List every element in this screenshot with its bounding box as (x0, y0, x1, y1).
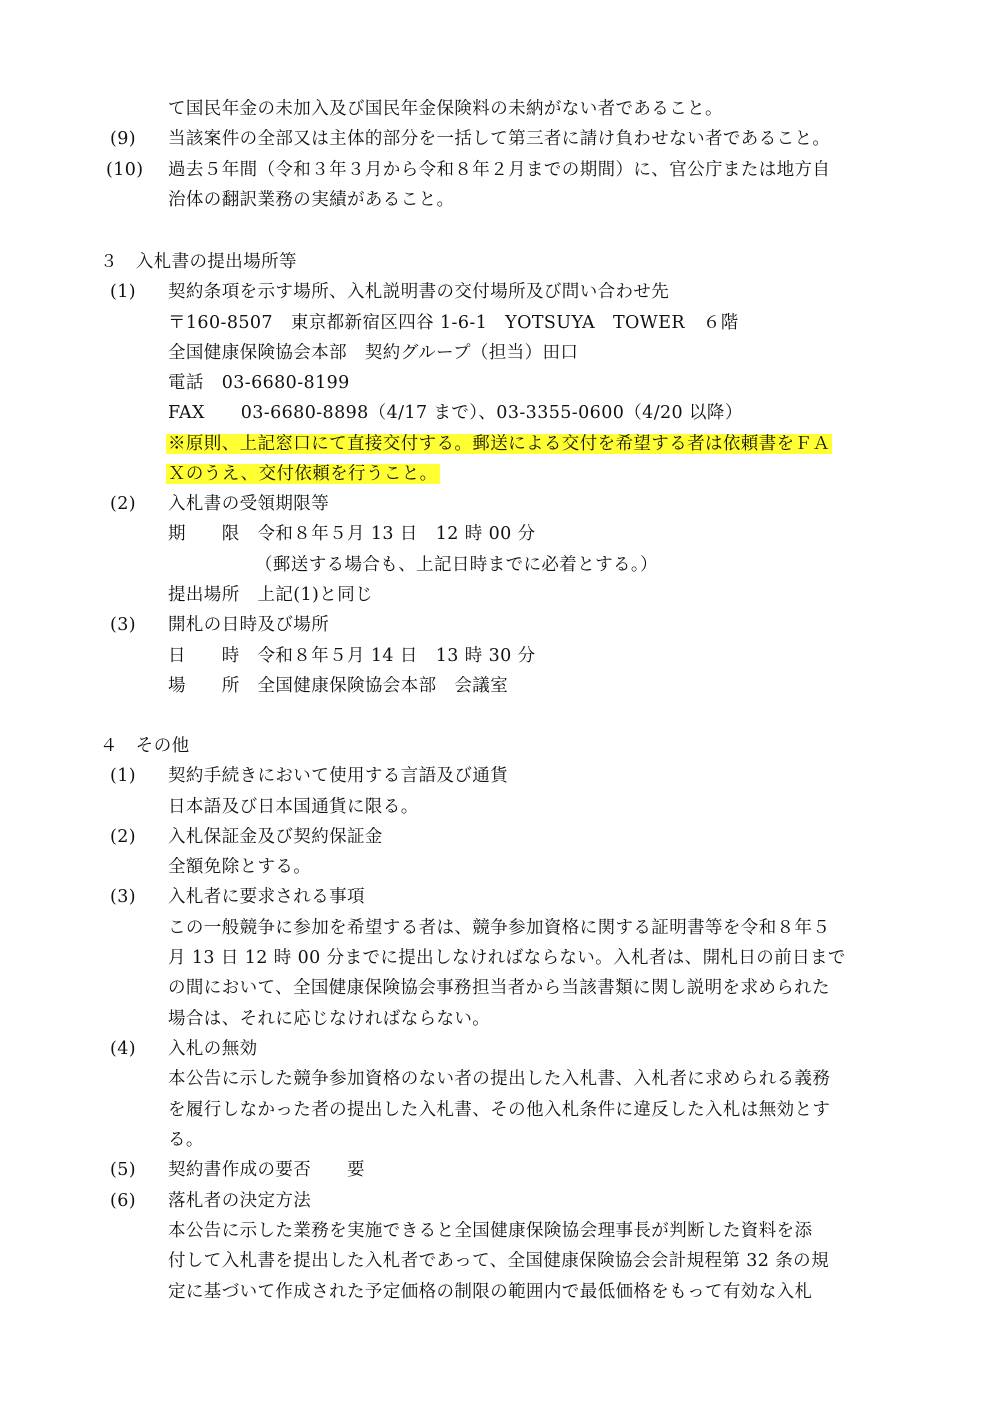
item-text: 本公告に示した競争参加資格のない者の提出した入札書、入札者に求められる義務 (168, 1069, 831, 1089)
item-text: 全額免除とする。 (168, 857, 312, 877)
item-text: の間において、全国健康保険協会事務担当者から当該書類に関し説明を求められた (168, 978, 830, 998)
item-number: (6) (110, 1191, 136, 1211)
item-number: (9) (110, 129, 136, 149)
item-number: (3) (110, 887, 136, 907)
highlighted-note (168, 459, 440, 489)
item-title: 入札者に要求される事項 (168, 887, 365, 907)
section-heading: ４ その他 (100, 736, 190, 756)
address: 〒160-8507 東京都新宿区四谷 1-6-1 YOTSUYA TOWER ６階 (168, 313, 739, 333)
item-number: (2) (110, 494, 136, 514)
item-title: 契約条項を示す場所、入札説明書の交付場所及び問い合わせ先 (168, 282, 670, 302)
deadline: 期 限 令和８年５月 13 日 12 時 00 分 (168, 524, 536, 544)
item-text: 付して入札書を提出した入札者であって、全国健康保険協会会計規程第 32 条の規 (168, 1251, 829, 1271)
highlighted-note (168, 429, 832, 459)
item-text: 過去５年間（令和３年３月から令和８年２月までの期間）に、官公庁または地方自 (168, 160, 831, 180)
contact-fax: FAX 03-6680-8898（4/17 まで）、03-3355-0600（4/20 以降） (168, 403, 743, 423)
opening-datetime: 日 時 令和８年５月 14 日 13 時 30 分 (168, 646, 536, 666)
item-text: 本公告に示した業務を実施できると全国健康保険協会理事長が判断した資料を添 (168, 1221, 813, 1241)
item-text: 場合は、それに応じなければならない。 (168, 1009, 491, 1029)
deadline-note: （郵送する場合も、上記日時までに必着とする。） (255, 555, 658, 575)
item-number: (10) (106, 160, 144, 180)
item-number: (5) (110, 1160, 136, 1180)
item-number: (1) (110, 766, 136, 786)
item-title: 落札者の決定方法 (168, 1191, 312, 1211)
item-text: 当該案件の全部又は主体的部分を一括して第三者に請け負わせない者であること。 (168, 129, 831, 149)
opening-venue: 場 所 全国健康保険協会本部 会議室 (168, 676, 509, 696)
item-text: 定に基づいて作成された予定価格の制限の範囲内で最低価格をもって有効な入札 (168, 1282, 813, 1302)
item-text: を履行しなかった者の提出した入札書、その他入札条件に違反した入札は無効とす (168, 1100, 831, 1120)
item-title: 契約手続きにおいて使用する言語及び通貨 (168, 766, 509, 786)
item-number: (4) (110, 1039, 136, 1059)
item-text: 月 13 日 12 時 00 分までに提出しなければならない。入札者は、開札日の前日まで (168, 948, 846, 968)
item-number: (2) (110, 827, 136, 847)
item-number: (3) (110, 615, 136, 635)
submit-place: 提出場所 上記(1)と同じ (168, 585, 373, 605)
item-text: 治体の翻訳業務の実績があること。 (168, 190, 455, 210)
item-title: 入札保証金及び契約保証金 (168, 827, 383, 847)
highlight-line-1: ※原則、上記窓口にて直接交付する。郵送による交付を希望する者は依頼書をＦＡ (168, 434, 831, 454)
contact-org: 全国健康保険協会本部 契約グループ（担当）田口 (168, 343, 579, 363)
item-text: この一般競争に参加を希望する者は、競争参加資格に関する証明書等を令和８年５ (168, 918, 831, 938)
item-text: 日本語及び日本国通貨に限る。 (168, 797, 419, 817)
section-heading: ３ 入札書の提出場所等 (100, 252, 297, 272)
item-title: 入札書の受領期限等 (168, 494, 330, 514)
item-title: 開札の日時及び場所 (168, 615, 330, 635)
highlight-line-2: Ｘのうえ、交付依頼を行うこと。 (168, 464, 438, 484)
paragraph-line: て国民年金の未加入及び国民年金保険料の未納がない者であること。 (168, 99, 723, 119)
item-title: 契約書作成の要否 要 (168, 1160, 365, 1180)
item-number: (1) (110, 282, 136, 302)
item-text: る。 (168, 1130, 204, 1150)
contact-tel: 電話 03-6680-8199 (168, 373, 350, 393)
item-title: 入札の無効 (168, 1039, 258, 1059)
